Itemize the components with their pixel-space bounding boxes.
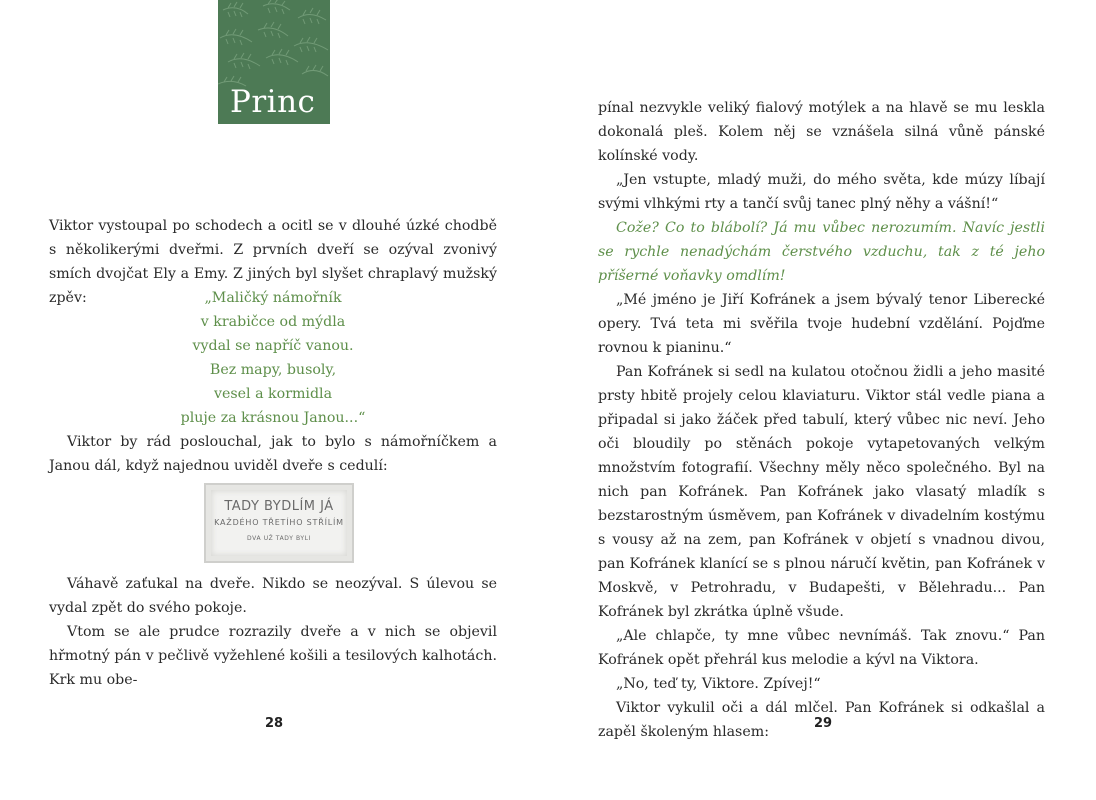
paragraph: „Mé jméno je Jiří Kofránek a jsem bývalý tenor Liberecké opery. Tvá teta mi svěřila tvoje hudební vzdělání. Pojďme rovnou k pianinu.“ <box>598 292 1045 356</box>
poem-line: v krabičce od mýdla <box>200 314 346 330</box>
paragraph: Vtom se ale prudce rozrazily dveře a v nich se objevil hřmotný pán v pečlivě vyžehlené košili a tesilových kalhotách. Krk mu obe- <box>49 624 497 688</box>
paragraph: Pan Kofránek si sedl na kulatou otočnou židli a jeho masité prsty hbitě projely celou klaviaturu. Viktor stál vedle piana a připadal si jako žáček před tabulí, který vůbec nic neví. Jeho oči bloudily po stěnách pokoje vytapetovaných velkým množstvím fotografií. Všechny měly něco společného. Byl na nich pan Kofránek. Pan Kofránek jako vlasatý mladík s bezstarostným úsměvem, pan Kofránek v divadelním kostýmu s vousy až na zem, pan Kofránek v objetí s vnadnou divou, pan Kofránek klanící se s plnou náručí květin, pan Kofránek v Moskvě, v Petrohradu, v Budapešti, v Bělehradu... Pan Kofránek byl zkrátka úplně všude. <box>598 364 1045 620</box>
left-text-block-3 <box>49 572 497 692</box>
right-text-block <box>598 96 1045 744</box>
page-number: 28 <box>265 716 284 731</box>
poem-line: Bez mapy, busoly, <box>209 362 337 378</box>
paragraph: Viktor vykulil oči a dál mlčel. Pan Kofránek si odkašlal a zapěl školeným hlasem: <box>598 700 1045 740</box>
chapter-header <box>218 0 330 124</box>
page-number: 29 <box>814 716 833 731</box>
left-text-block-2 <box>49 430 497 478</box>
paragraph: Viktor by rád poslouchal, jak to bylo s námořníčkem a Janou dál, když najednou uviděl dveře s cedulí: <box>49 434 497 474</box>
poem-line: pluje za krásnou Janou...“ <box>180 410 366 426</box>
sign-line: KAŽDÉHO TŘETÍHO STŘÍLÍM <box>214 518 344 527</box>
chapter-title: Princ <box>230 84 316 120</box>
poem-line: vydal se napříč vanou. <box>192 338 354 354</box>
door-sign-illustration <box>204 483 354 563</box>
paragraph: „Jen vstupte, mladý muži, do mého světa, kde múzy líbají svými vlhkými rty a tančí svůj tanec plný něhy a vášní!“ <box>598 172 1045 212</box>
paragraph: „Ale chlapče, ty mne vůbec nevnímáš. Tak znovu.“ Pan Kofránek opět přehrál kus melodie a kývl na Viktora. <box>598 628 1045 668</box>
paragraph: pínal nezvykle veliký fialový motýlek a na hlavě se mu leskla dokonalá pleš. Kolem něj se vznášela silná vůně pánské kolínské vody. <box>598 100 1045 164</box>
paragraph: Váhavě zaťukal na dveře. Nikdo se neozýval. S úlevou se vydal zpět do svého pokoje. <box>49 576 497 616</box>
inner-thought: Cože? Co to blábolí? Já mu vůbec nerozumím. Navíc jestli se rychle nenadýchám čerstvého vzduchu, tak z té jeho příšerné voňavky omdlím! <box>598 220 1045 284</box>
right-page <box>548 0 1096 800</box>
paragraph: „No, teď ty, Viktore. Zpívej!“ <box>616 676 821 692</box>
poem-line: „Maličký námořník <box>204 290 342 306</box>
sign-line: DVA UŽ TADY BYLI <box>247 535 311 542</box>
song-lyrics <box>49 286 497 430</box>
poem-line: vesel a kormidla <box>213 386 333 402</box>
paragraph: Viktor vystoupal po schodech a ocitl se v dlouhé úzké chodbě s několikerými dveřmi. Z prvních dveří se ozýval zvonivý smích dvojčat Ely a Emy. Z jiných byl slyšet chraplavý mužský zpěv: <box>49 218 497 306</box>
sign-line: TADY BYDLÍM JÁ <box>224 499 334 514</box>
